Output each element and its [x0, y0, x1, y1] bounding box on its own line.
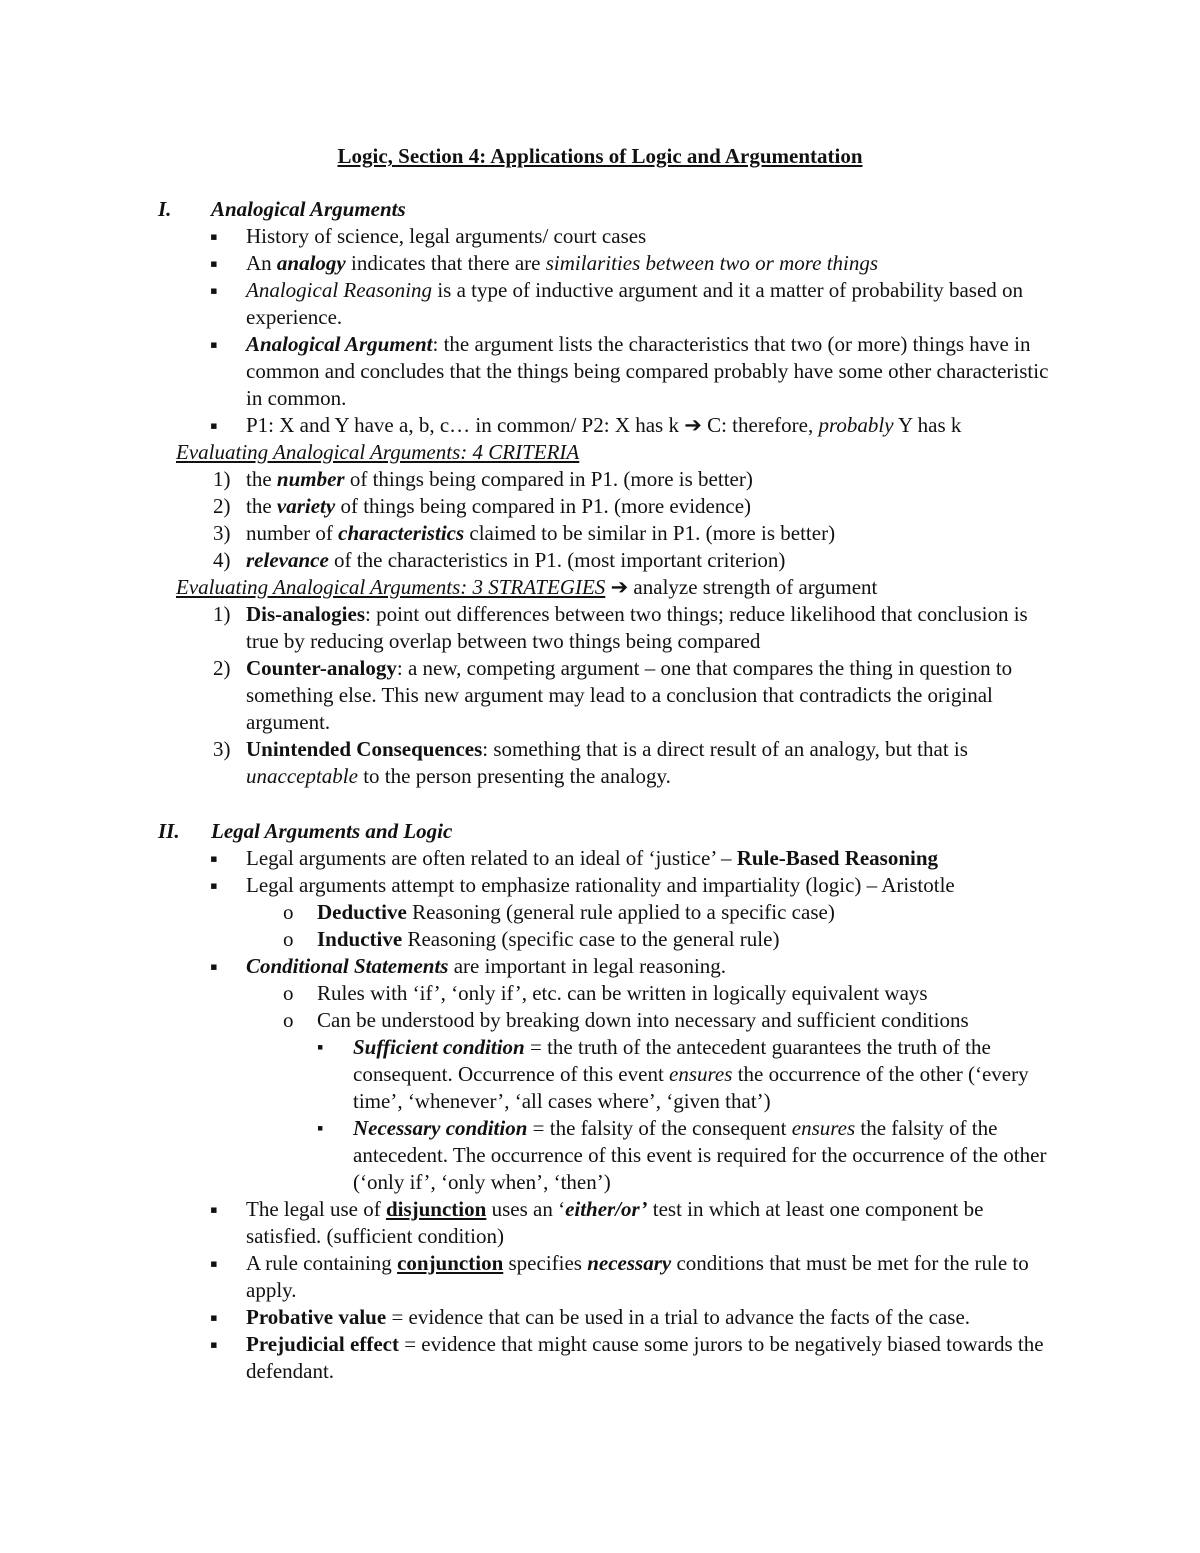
strategies-heading: Evaluating Analogical Arguments: 3 STRATEGIES ➔ analyze strength of argument [176, 575, 878, 599]
list-item: 3) number of characteristics claimed to be similar in P1. (more is better) [213, 521, 836, 545]
list-item: ▪ Analogical Argument: the argument lists the characteristics that two (or more) things have in common and concludes that the things being compared probably have some other characteristic in common. [0, 331, 1062, 412]
list-item: ▪ Prejudicial effect = evidence that might cause some jurors to be negatively biased towards the defendant. [0, 1331, 1062, 1385]
arrow-icon: ➔ [610, 575, 629, 599]
page-title: Logic, Section 4: Applications of Logic and Argumentation [337, 144, 863, 168]
list-item: 4) relevance of the characteristics in P1. (most important criterion) [213, 548, 786, 572]
list-item: ▪ The legal use of disjunction uses an ‘either/or’ test in which at least one component be satisfied. (sufficient condition) [0, 1196, 1062, 1250]
list-item: ▪ P1: X and Y have a, b, c… in common/ P2: X has k ➔ C: therefore, probably Y has k [0, 412, 1062, 439]
sub-list-item: o Deductive Reasoning (general rule applied to a specific case) [0, 899, 1062, 926]
document-body [0, 196, 1200, 1385]
list-item: ▪ Probative value = evidence that can be used in a trial to advance the facts of the case. [0, 1304, 1062, 1331]
list-item: 2) Counter-analogy: a new, competing argument – one that compares the thing in question to something else. This new argument may lead to a conclusion that contradicts the original argument. [213, 656, 1013, 734]
sub-list-item: o Can be understood by breaking down into necessary and sufficient conditions [0, 1007, 1062, 1034]
criteria-heading: Evaluating Analogical Arguments: 4 CRITERIA [176, 440, 580, 464]
list-item: ▪ Legal arguments are often related to an ideal of ‘justice’ – Rule-Based Reasoning [0, 845, 1062, 872]
section-heading-1 [0, 196, 1200, 223]
list-item: ▪ A rule containing conjunction specifies necessary conditions that must be met for the rule to apply. [0, 1250, 1062, 1304]
list-item: ▪ An analogy indicates that there are similarities between two or more things [0, 250, 1062, 277]
list-item: ▪ Legal arguments attempt to emphasize rationality and impartiality (logic) – Aristotle [0, 872, 1062, 899]
section-title: Legal Arguments and Logic [211, 819, 453, 843]
arrow-icon: ➔ [684, 413, 702, 437]
section-number: II. [158, 819, 180, 843]
list-item: 3) Unintended Consequences: something that is a direct result of an analogy, but that is unacceptable to the person presenting the analogy. [213, 737, 968, 788]
section-number: I. [158, 197, 172, 221]
list-item: ▪ History of science, legal arguments/ court cases [0, 223, 1062, 250]
sub-sub-list-item: ▪ Necessary condition = the falsity of the consequent ensures the falsity of the antecedent. The occurrence of this event is required for the occurrence of the other (‘only if’, ‘only when’, ‘then’) [0, 1115, 1062, 1196]
section-title: Analogical Arguments [211, 197, 406, 221]
list-item: 1) the number of things being compared in P1. (more is better) [213, 467, 753, 491]
list-item: 1) Dis-analogies: point out differences between two things; reduce likelihood that conclusion is true by reducing overlap between two things being compared [213, 602, 1028, 653]
section-heading-2 [0, 818, 1200, 845]
sub-list-item: o Rules with ‘if’, ‘only if’, etc. can be written in logically equivalent ways [0, 980, 1062, 1007]
sub-list-item: o Inductive Reasoning (specific case to the general rule) [0, 926, 1062, 953]
list-item: ▪ Analogical Reasoning is a type of inductive argument and it a matter of probability based on experience. [0, 277, 1062, 331]
list-item: 2) the variety of things being compared in P1. (more evidence) [213, 494, 752, 518]
sub-sub-list-item: ▪ Sufficient condition = the truth of the antecedent guarantees the truth of the consequent. Occurrence of this event ensures the occurrence of the other (‘every time’, ‘whenever’, ‘all cases where’, ‘given that’) [0, 1034, 1062, 1115]
list-item: ▪ Conditional Statements are important in legal reasoning. [0, 953, 1062, 980]
spacer [0, 790, 1200, 818]
